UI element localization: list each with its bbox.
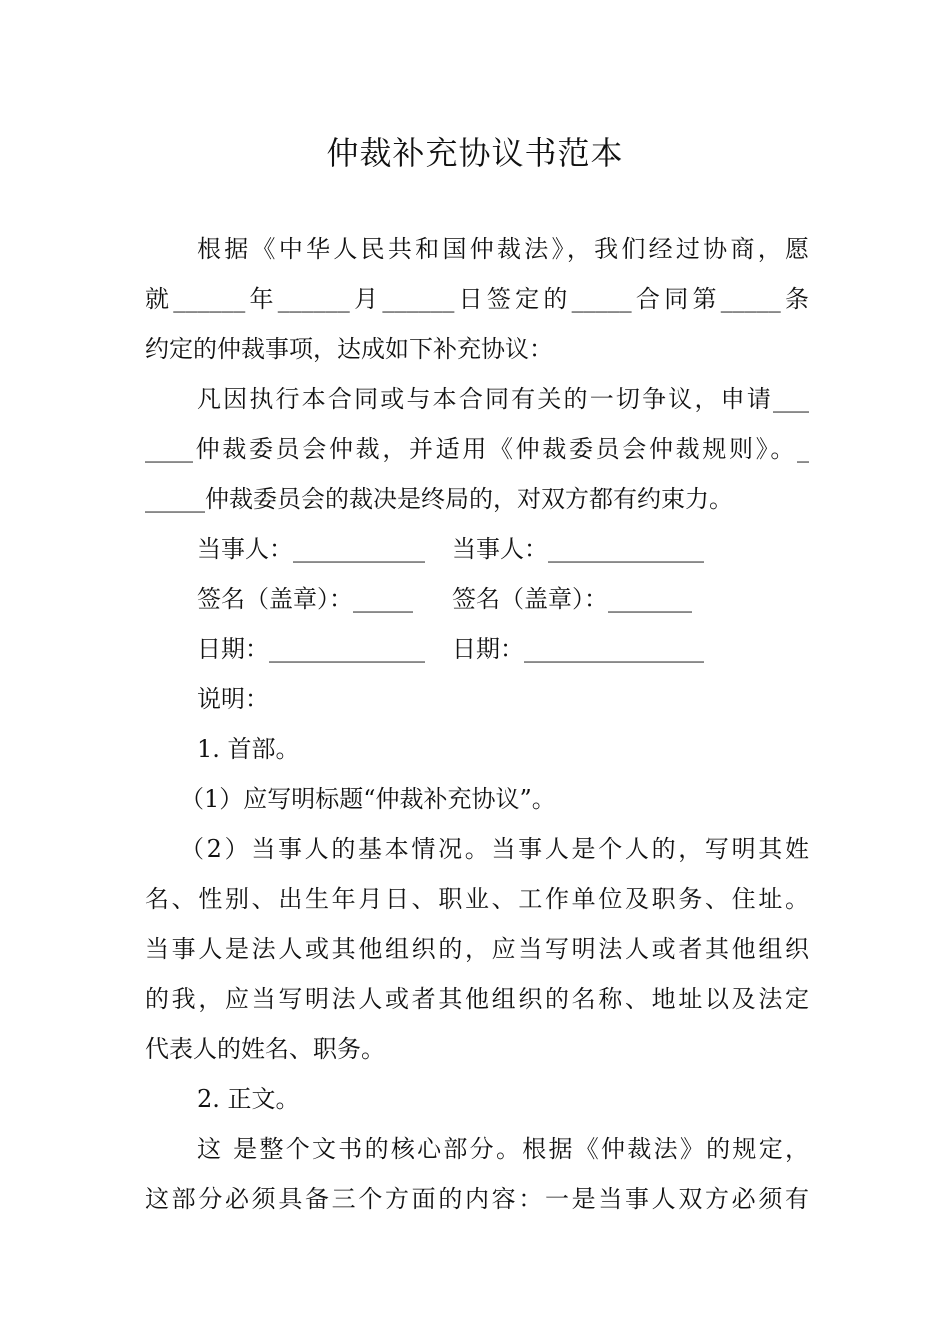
body-line: 凡因执行本合同或与本合同有关的一切争议，申请___ — [197, 385, 809, 413]
notes-item-1-2-line: 当事人是法人或其他组织的，应当写明法人或者其他组织 — [145, 935, 809, 963]
notes-item-2-line: 这 是整个文书的核心部分。根据《仲裁法》的规定， — [197, 1135, 809, 1163]
date-right: 日期：_______________ — [452, 635, 704, 663]
document-title: 仲裁补充协议书范本 — [326, 134, 624, 172]
notes-item-1-1: （1）应写明标题“仲裁补充协议”。 — [180, 785, 556, 813]
notes-item-1-2-line: 代表人的姓名、职务。 — [145, 1035, 385, 1063]
body-line: _____仲裁委员会的裁决是终局的，对双方都有约束力。 — [145, 485, 733, 513]
notes-heading: 说明： — [197, 685, 269, 713]
body-line: 约定的仲裁事项，达成如下补充协议： — [145, 335, 553, 363]
notes-item-2: 2. 正文。 — [197, 1085, 300, 1113]
body-line: ____仲裁委员会仲裁，并适用《仲裁委员会仲裁规则》。_ — [145, 435, 809, 463]
party-left: 当事人：___________ — [197, 535, 425, 563]
body-line: 就______年______月______日签定的_____合同第_____条 — [145, 285, 809, 313]
notes-item-2-line: 这部分必须具备三个方面的内容：一是当事人双方必须有 — [145, 1185, 809, 1213]
notes-item-1-2-line: （2）当事人的基本情况。当事人是个人的，写明其姓 — [180, 835, 809, 863]
notes-item-1-2-line: 名、性别、出生年月日、职业、工作单位及职务、住址。 — [145, 885, 809, 913]
sign-right: 签名（盖章）：_______ — [452, 585, 692, 613]
party-right: 当事人：_____________ — [452, 535, 704, 563]
notes-item-1: 1. 首部。 — [197, 735, 300, 763]
notes-item-1-2-line: 的我，应当写明法人或者其他组织的名称、地址以及法定 — [145, 985, 809, 1013]
sign-left: 签名（盖章）：_____ — [197, 585, 413, 613]
date-left: 日期：_____________ — [197, 635, 425, 663]
body-line: 根据《中华人民共和国仲裁法》，我们经过协商，愿 — [197, 235, 809, 263]
